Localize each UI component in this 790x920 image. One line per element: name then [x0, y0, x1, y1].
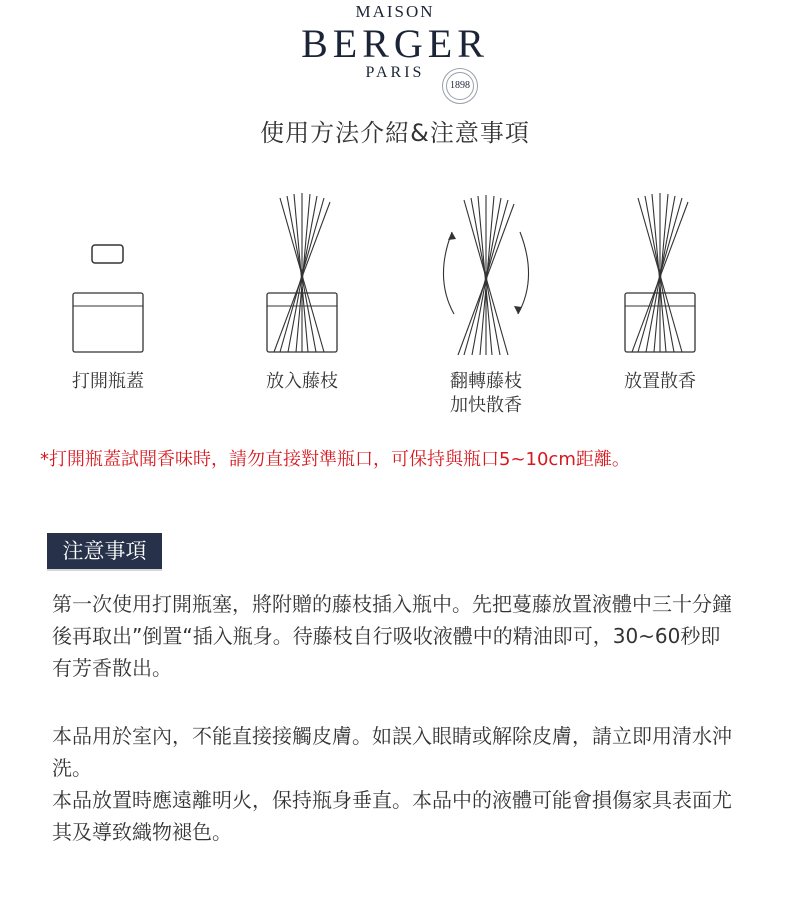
logo-seal-icon: [442, 68, 478, 104]
step-label: 放置散香: [624, 371, 696, 392]
step-label-line1: 翻轉藤枝: [450, 371, 522, 392]
flip-reeds-icon: [396, 190, 576, 365]
brand-logo: [0, 0, 790, 110]
logo-berger-text: BERGER: [301, 21, 489, 66]
bottle-reeds-icon: [212, 190, 392, 365]
logo-paris-text: PARIS: [365, 64, 425, 81]
notice-paragraph: 第一次使用打開瓶塞，將附贈的藤枝插入瓶中。先把蔓藤放置液體中三十分鐘後再取出”倒置“插入瓶身。待藤枝自行吸收液體中的精油即可，30~60秒即有芳香散出。: [52, 592, 732, 680]
logo-maison-text: MAISON: [355, 2, 435, 21]
notice-heading: 注意事項: [47, 533, 162, 571]
step-label: 打開瓶蓋: [72, 371, 144, 392]
notice-paragraph: 本品用於室內，不能直接接觸皮膚。如誤入眼睛或解除皮膚，請立即用清水沖洗。 本品放置時應遠離明火，保持瓶身垂直。本品中的液體可能會損傷家具表面尤其及導致織物褪色。: [52, 724, 732, 844]
page-title: 使用方法介紹&注意事項: [260, 119, 530, 147]
logo-seal-year: 1898: [446, 72, 474, 100]
step-label: [396, 370, 576, 418]
warning-note: *打開瓶蓋試聞香味時，請勿直接對準瓶口，可保持與瓶口5~10cm距離。: [40, 449, 630, 470]
bottle-cap-open-icon: [18, 190, 198, 365]
bottle-diffuse-icon: [570, 190, 750, 365]
step-label-line2: 加快散香: [450, 395, 522, 416]
step-label: 放入藤枝: [266, 371, 338, 392]
